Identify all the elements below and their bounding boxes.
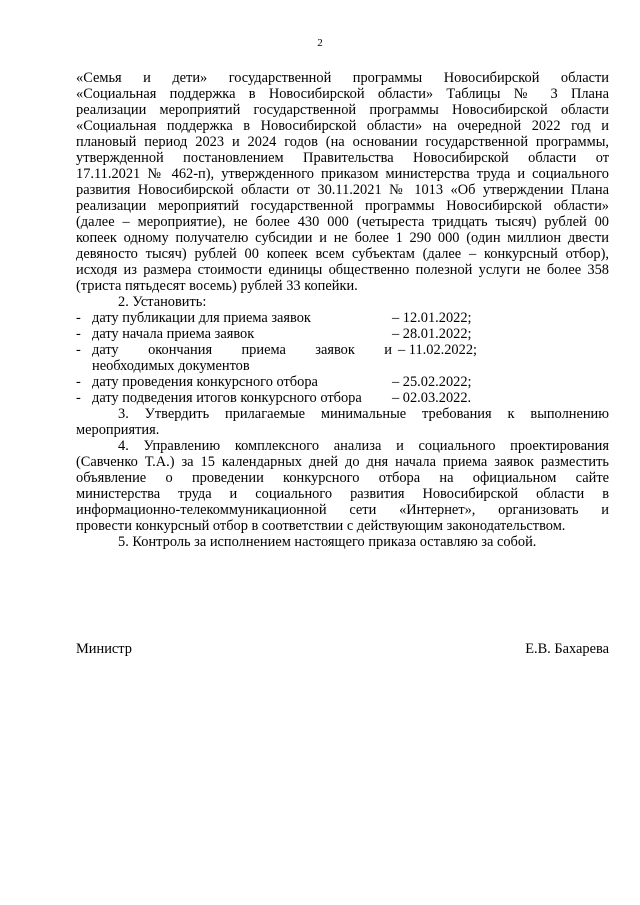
paragraph-line: 5. Контроль за исполнением настоящего приказа оставляю за собой. — [118, 534, 537, 550]
paragraph-line: реализации мероприятий государственной программы Новосибирской области» — [76, 198, 609, 214]
paragraph-line: 4. Управлению комплексного анализа и социального проектирования — [118, 438, 609, 454]
deadline-label-word: дату — [92, 342, 119, 358]
deadline-item — [76, 342, 609, 358]
section-heading: 2. Установить: — [118, 294, 207, 310]
deadline-label: дату проведения конкурсного отбора — [92, 374, 318, 390]
page-number: 2 — [317, 37, 323, 49]
deadline-item — [76, 374, 609, 390]
deadline-item-continuation — [76, 358, 609, 374]
paragraph-line: копеек одному получателю субсидии и не более 1 290 000 (один миллион двести — [76, 230, 609, 246]
deadline-label-word: приема — [241, 342, 286, 358]
paragraph-line: «Социальная поддержка в Новосибирской области» на очередной 2022 год и — [76, 118, 609, 134]
paragraph-line: плановый период 2023 и 2024 годов (на основании государственной программы, — [76, 134, 609, 150]
paragraph-line: исходя из размера стоимости единицы общественно полезной услуги не более 358 — [76, 262, 609, 278]
paragraph-line: (триста пятьдесят восемь) рублей 33 копейки. — [76, 278, 358, 294]
list-dash: - — [76, 326, 81, 342]
document-body — [76, 70, 609, 550]
deadline-date: – 12.01.2022; — [392, 310, 472, 326]
list-dash: - — [76, 342, 81, 358]
deadline-date: – 28.01.2022; — [392, 326, 472, 342]
paragraph-line: (далее – мероприятие), не более 430 000 (четыреста тридцать тысяч) рублей 00 — [76, 214, 609, 230]
list-dash: - — [76, 390, 81, 406]
list-dash: - — [76, 374, 81, 390]
paragraph-line: (Савченко Т.А.) за 15 календарных дней до дня начала приема заявок разместить — [76, 454, 609, 470]
paragraph-line: реализации мероприятий государственной программы Новосибирской области — [76, 102, 609, 118]
signature-block — [76, 641, 609, 657]
paragraph-line: министерства труда и социального развития Новосибирской области в — [76, 486, 609, 502]
deadline-date: – 11.02.2022; — [398, 342, 478, 358]
paragraph-line: «Социальная поддержка в Новосибирской области» Таблицы № 3 Плана — [76, 86, 609, 102]
deadline-label — [92, 342, 392, 358]
paragraph-line: «Семья и дети» государственной программы Новосибирской области — [76, 70, 609, 86]
deadline-label-word: окончания — [148, 342, 213, 358]
deadline-item — [76, 390, 609, 406]
deadline-label-word: и — [384, 342, 392, 358]
paragraph-line: провести конкурсный отбор в соответствии с действующим законодательством. — [76, 518, 566, 534]
paragraph-line: утвержденной постановлением Правительства Новосибирской области от — [76, 150, 609, 166]
paragraph-line: информационно-телекоммуникационной сети «Интернет», организовать и — [76, 502, 609, 518]
deadline-label: дату публикации для приема заявок — [92, 310, 311, 326]
paragraph-line: 17.11.2021 № 462-п), утвержденного приказом министерства труда и социального — [76, 166, 609, 182]
signatory-position: Министр — [76, 641, 132, 657]
paragraph-line: развития Новосибирской области от 30.11.2021 № 1013 «Об утверждении Плана — [76, 182, 609, 198]
deadline-label: дату начала приема заявок — [92, 326, 255, 342]
paragraph-line: 3. Утвердить прилагаемые минимальные требования к выполнению — [118, 406, 609, 422]
deadline-item — [76, 326, 609, 342]
deadline-label: дату подведения итогов конкурсного отбора — [92, 390, 362, 406]
deadline-item — [76, 310, 609, 326]
signatory-name: Е.В. Бахарева — [525, 641, 609, 657]
list-dash: - — [76, 310, 81, 326]
paragraph-line: объявление о проведении конкурсного отбора на официальном сайте — [76, 470, 609, 486]
deadline-date: – 25.02.2022; — [392, 374, 472, 390]
deadline-label-cont: необходимых документов — [92, 358, 250, 374]
paragraph-line: девяносто тысяч) рублей 00 копеек всем субъектам (далее – конкурсный отбор), — [76, 246, 609, 262]
deadline-date: – 02.03.2022. — [392, 390, 472, 406]
deadline-label-word: заявок — [315, 342, 355, 358]
paragraph-line: мероприятия. — [76, 422, 160, 438]
